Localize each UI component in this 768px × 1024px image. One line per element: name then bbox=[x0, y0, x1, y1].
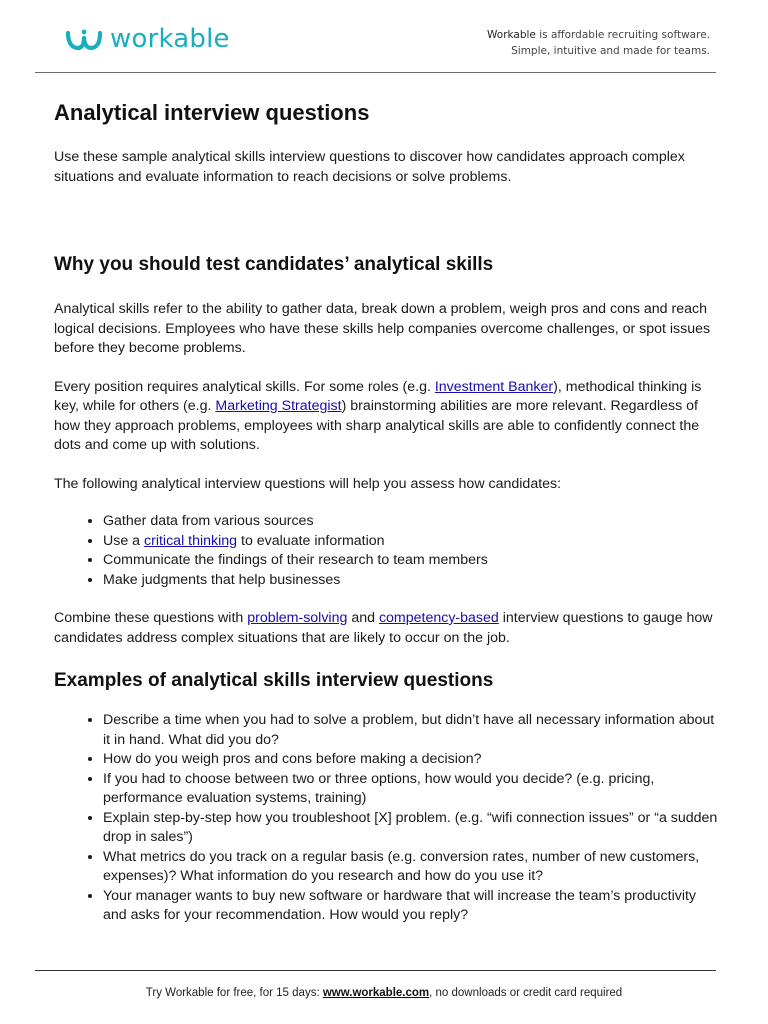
footer-text-1: Try Workable for free, for 15 days: bbox=[145, 987, 323, 999]
question-item: • Explain step-by-step how you troubleshoot [X] problem. (e.g. “wifi connection issues” or “a sudden drop in sales”) bbox=[103, 809, 719, 848]
question-item: • Describe a time when you had to solve a problem, but didn’t have all necessary information about it in hand. What did you do? bbox=[103, 711, 719, 750]
question-item: • What metrics do you track on a regular basis (e.g. conversion rates, number of new customers, expenses)? What information do you research and how do you use it? bbox=[103, 848, 719, 887]
list-item: • Gather data from various sources bbox=[103, 512, 719, 532]
why-paragraph-2-text-2: ), methodical thinking is key, while for others (e.g. bbox=[54, 378, 702, 414]
questions-list bbox=[54, 711, 719, 926]
page-footer bbox=[0, 987, 768, 999]
why-paragraph-4-text-1: Combine these questions with bbox=[54, 610, 248, 626]
header-tagline bbox=[487, 27, 710, 59]
why-paragraph-2-text-3: ) brainstorming abilities are more relevant. Regardless of how they approach problems, employees with sharp analytical skills are able to confidently connect the dots and come up with solutions. bbox=[54, 398, 700, 453]
footer-text-2: , no downloads or credit card required bbox=[429, 987, 623, 999]
document-body bbox=[54, 100, 719, 926]
why-paragraph-2-text-1: Every position requires analytical skills. For some roles (e.g. bbox=[54, 378, 435, 395]
logo-text: workable bbox=[110, 24, 230, 54]
tagline-line-1 bbox=[487, 27, 710, 43]
list-item: • Communicate the findings of their research to team members bbox=[103, 551, 719, 571]
examples-section-heading: Examples of analytical skills interview questions bbox=[54, 670, 494, 691]
question-item: • Your manager wants to buy new software or hardware that will increase the team’s productivity and asks for your recommendation. How would you reply? bbox=[103, 887, 719, 926]
critical-thinking-link[interactable]: critical thinking bbox=[144, 532, 238, 549]
header-divider bbox=[35, 72, 716, 73]
workable-logo[interactable] bbox=[64, 26, 230, 52]
why-paragraph-4 bbox=[54, 609, 719, 648]
intro-paragraph: Use these sample analytical skills interview questions to discover how candidates approach complex situations and evaluate information to reach decisions or solve problems. bbox=[54, 149, 685, 185]
why-paragraph-1: Analytical skills refer to the ability to gather data, break down a problem, weigh pros and cons and reach logical decisions. Employees who have these skills help companies overcome challenges, or spot issues before they become problems. bbox=[54, 301, 711, 356]
skills-bullet-list bbox=[54, 512, 719, 590]
problem-solving-link[interactable]: problem-solving bbox=[247, 610, 348, 626]
tagline-brand: Workable bbox=[487, 29, 536, 41]
competency-based-link[interactable]: competency-based bbox=[378, 610, 499, 626]
tagline-line-2: Simple, intuitive and made for teams. bbox=[511, 45, 710, 57]
list-item-text: to evaluate information bbox=[237, 532, 385, 549]
tagline-line-1-text: is affordable recruiting software. bbox=[535, 29, 710, 41]
page-title: Analytical interview questions bbox=[54, 100, 370, 125]
investment-banker-link[interactable]: Investment Banker bbox=[434, 378, 554, 395]
why-paragraph-2 bbox=[54, 378, 719, 456]
why-paragraph-3: The following analytical interview questions will help you assess how candidates: bbox=[54, 475, 562, 492]
workable-logo-icon bbox=[64, 27, 104, 51]
footer-divider bbox=[35, 970, 716, 971]
list-item-text: Use a bbox=[103, 532, 145, 549]
list-item: • Make judgments that help businesses bbox=[103, 571, 719, 591]
why-paragraph-4-text-3: interview questions to gauge how candidates address complex situations that are likely to occur on the job. bbox=[54, 610, 713, 646]
question-item: • If you had to choose between two or three options, how would you decide? (e.g. pricing, performance evaluation systems, training) bbox=[103, 770, 719, 809]
question-item: • How do you weigh pros and cons before making a decision? bbox=[103, 750, 719, 770]
why-section-heading: Why you should test candidates’ analytical skills bbox=[54, 254, 494, 275]
page-header bbox=[0, 0, 768, 72]
marketing-strategist-link[interactable]: Marketing Strategist bbox=[215, 398, 342, 414]
why-paragraph-4-text-2: and bbox=[347, 610, 379, 626]
list-item bbox=[103, 532, 719, 552]
workable-website-link[interactable]: www.workable.com bbox=[322, 987, 430, 999]
